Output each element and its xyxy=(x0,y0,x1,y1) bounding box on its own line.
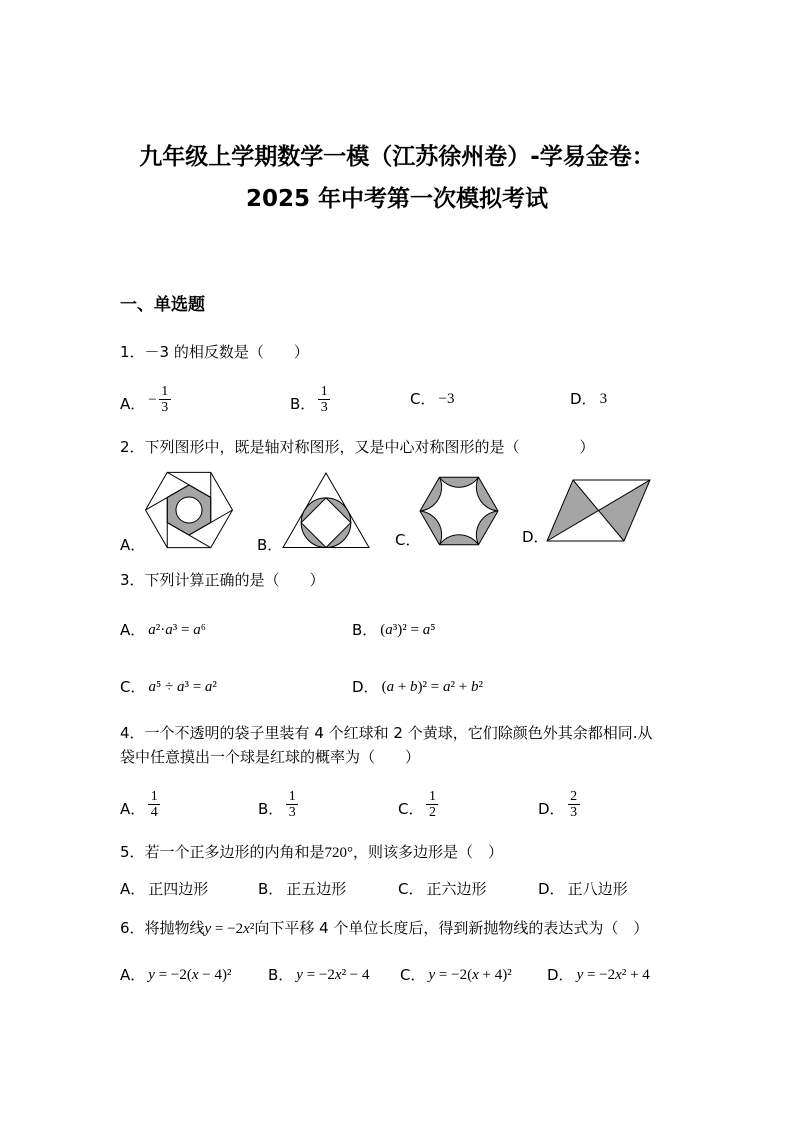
option-label: A． xyxy=(120,536,146,554)
option-formula: y = −2(x + 4)² xyxy=(428,967,512,983)
option-label: C． xyxy=(400,966,426,984)
option-formula: y = −2(x − 4)² xyxy=(148,967,232,983)
shaded-triangle-left xyxy=(547,480,599,541)
question-5-option-a xyxy=(120,873,208,905)
stem-text-before: 6．将抛物线 xyxy=(120,919,205,937)
option-label: B． xyxy=(352,621,378,639)
figure-c-hexagon-arcs xyxy=(418,474,500,548)
option-label: D． xyxy=(538,800,565,818)
math-variable: b xyxy=(470,679,479,695)
fraction xyxy=(568,790,580,819)
fraction-denominator: 3 xyxy=(320,400,328,415)
question-1-option-b xyxy=(290,382,330,414)
option-formula: (a + b)² = a² + b² xyxy=(381,679,483,695)
option-text: 正五边形 xyxy=(286,880,347,898)
question-5-option-d xyxy=(538,873,628,905)
fraction-numerator: 1 xyxy=(148,790,160,805)
fraction-denominator: 2 xyxy=(428,805,436,820)
fraction-numerator: 1 xyxy=(286,790,298,805)
option-label: B． xyxy=(268,966,294,984)
option-formula: y = −2x² + 4 xyxy=(576,967,650,983)
math-variable: b xyxy=(410,679,418,695)
fraction-numerator: 1 xyxy=(426,790,438,805)
question-3-stem: 3．下列计算正确的是（ ） xyxy=(120,571,325,589)
question-1-option-a xyxy=(120,382,171,414)
exam-title-line-2: 2025 年中考第一次模拟考试 xyxy=(245,186,549,212)
figure-d-parallelogram xyxy=(545,477,653,544)
option-label: A． xyxy=(120,966,146,984)
option-label: D． xyxy=(522,528,549,546)
question-2-stem: 2．下列图形中，既是轴对称图形，又是中心对称图形的是（ ） xyxy=(120,438,595,456)
option-label: A． xyxy=(120,800,146,818)
fraction-denominator: 3 xyxy=(570,805,578,820)
question-1-option-d xyxy=(570,383,607,415)
question-5-option-c xyxy=(398,873,487,905)
option-label: C． xyxy=(410,390,436,408)
question-3-option-d xyxy=(352,671,483,703)
math-variable: x xyxy=(334,967,342,983)
stem-text-after: ，则该多边形是（ ） xyxy=(353,843,504,861)
option-label: A． xyxy=(120,880,146,898)
option-label: B． xyxy=(290,395,316,413)
negative-fraction xyxy=(148,385,170,414)
question-1-option-c xyxy=(410,383,454,415)
curved-star xyxy=(420,477,498,545)
math-variable: a xyxy=(148,679,156,695)
math-variable: y xyxy=(296,967,303,983)
question-3-option-c xyxy=(120,671,217,703)
math-variable: y xyxy=(204,921,212,937)
math-variable: a xyxy=(386,679,395,695)
math-variable: a xyxy=(422,622,431,638)
question-1-stem: 1．－3 的相反数是（ ） xyxy=(120,343,309,361)
math-variable: x xyxy=(472,967,479,983)
question-4-stem-line-2: 袋中任意摸出一个球是红球的概率为（ ） xyxy=(120,748,421,766)
option-formula: y = −2x² − 4 xyxy=(296,967,370,983)
stem-text-before: 5．若一个正多边形的内角和是 xyxy=(120,843,325,861)
fraction xyxy=(159,385,171,414)
math-variable: x xyxy=(191,967,199,983)
question-6-option-c xyxy=(400,959,512,991)
option-label: B． xyxy=(257,536,283,554)
option-value: 3 xyxy=(599,391,608,407)
option-label: D． xyxy=(547,966,574,984)
math-variable: a xyxy=(176,679,185,695)
question-6-option-d xyxy=(547,959,650,991)
question-4-option-d xyxy=(538,787,580,819)
option-label: D． xyxy=(538,880,565,898)
question-4-option-a xyxy=(120,787,160,819)
fraction-numerator: 2 xyxy=(568,790,580,805)
math-variable: a xyxy=(165,622,173,638)
option-label: C． xyxy=(120,678,146,696)
fraction xyxy=(148,790,160,819)
fraction xyxy=(318,385,330,414)
stem-math: 720° xyxy=(324,845,354,861)
fraction-denominator: 4 xyxy=(150,805,158,820)
option-label: C． xyxy=(398,800,424,818)
stem-text-after: 向下平移 4 个单位长度后，得到新抛物线的表达式为（ ） xyxy=(254,919,649,937)
option-label: D． xyxy=(352,678,379,696)
fraction-denominator: 3 xyxy=(161,400,169,415)
stem-math: y = −2x² xyxy=(204,921,255,937)
fraction-numerator: 1 xyxy=(318,385,330,400)
math-variable: y xyxy=(576,967,584,983)
question-5-option-b xyxy=(258,873,346,905)
question-4-option-b xyxy=(258,787,298,819)
fraction xyxy=(286,790,298,819)
question-6-option-a xyxy=(120,959,231,991)
option-label: D． xyxy=(570,390,597,408)
question-6-stem xyxy=(120,918,648,939)
option-text: 正四边形 xyxy=(148,880,209,898)
fraction-numerator: 1 xyxy=(159,385,171,400)
question-4-stem-line-1: 4．一个不透明的袋子里装有 4 个红球和 2 个黄球，它们除颜色外其余都相同.从 xyxy=(120,724,653,742)
question-3-option-b xyxy=(352,614,435,646)
section-heading: 一、单选题 xyxy=(120,295,205,315)
math-variable: a xyxy=(204,679,213,695)
option-label: B． xyxy=(258,800,284,818)
question-4-option-c xyxy=(398,787,438,819)
math-variable: x xyxy=(243,921,250,937)
option-formula: (a³)² = a⁵ xyxy=(380,622,436,638)
option-value: −3 xyxy=(438,391,455,407)
option-label: C． xyxy=(398,880,424,898)
option-label: B． xyxy=(258,880,284,898)
math-variable: a xyxy=(442,679,451,695)
option-text: 正六边形 xyxy=(426,880,487,898)
option-label: C． xyxy=(395,531,421,549)
minus-sign: − xyxy=(148,391,157,408)
question-5-stem xyxy=(120,842,503,863)
exam-title-line-1: 九年级上学期数学一模（江苏徐州卷）-学易金卷： xyxy=(139,144,655,170)
math-variable: a xyxy=(148,622,156,638)
shaded-triangle-right xyxy=(599,480,651,541)
math-variable: a xyxy=(385,622,393,638)
fraction-denominator: 3 xyxy=(288,805,296,820)
option-formula: a⁵ ÷ a³ = a² xyxy=(148,679,217,695)
question-6-option-b xyxy=(268,959,370,991)
option-label: A． xyxy=(120,621,146,639)
math-variable: y xyxy=(148,967,155,983)
figure-a-hexagon-pinwheel xyxy=(143,470,235,550)
inner-circle xyxy=(176,497,202,523)
option-formula: a²·a³ = a⁶ xyxy=(148,622,206,638)
option-text: 正八边形 xyxy=(567,880,628,898)
math-variable: x xyxy=(615,967,622,983)
question-3-option-a xyxy=(120,614,206,646)
option-label: A． xyxy=(120,395,146,413)
math-variable: y xyxy=(428,967,436,983)
figure-b-triangle-circle-square xyxy=(281,470,373,552)
fraction xyxy=(426,790,438,819)
math-variable: a xyxy=(193,622,201,638)
